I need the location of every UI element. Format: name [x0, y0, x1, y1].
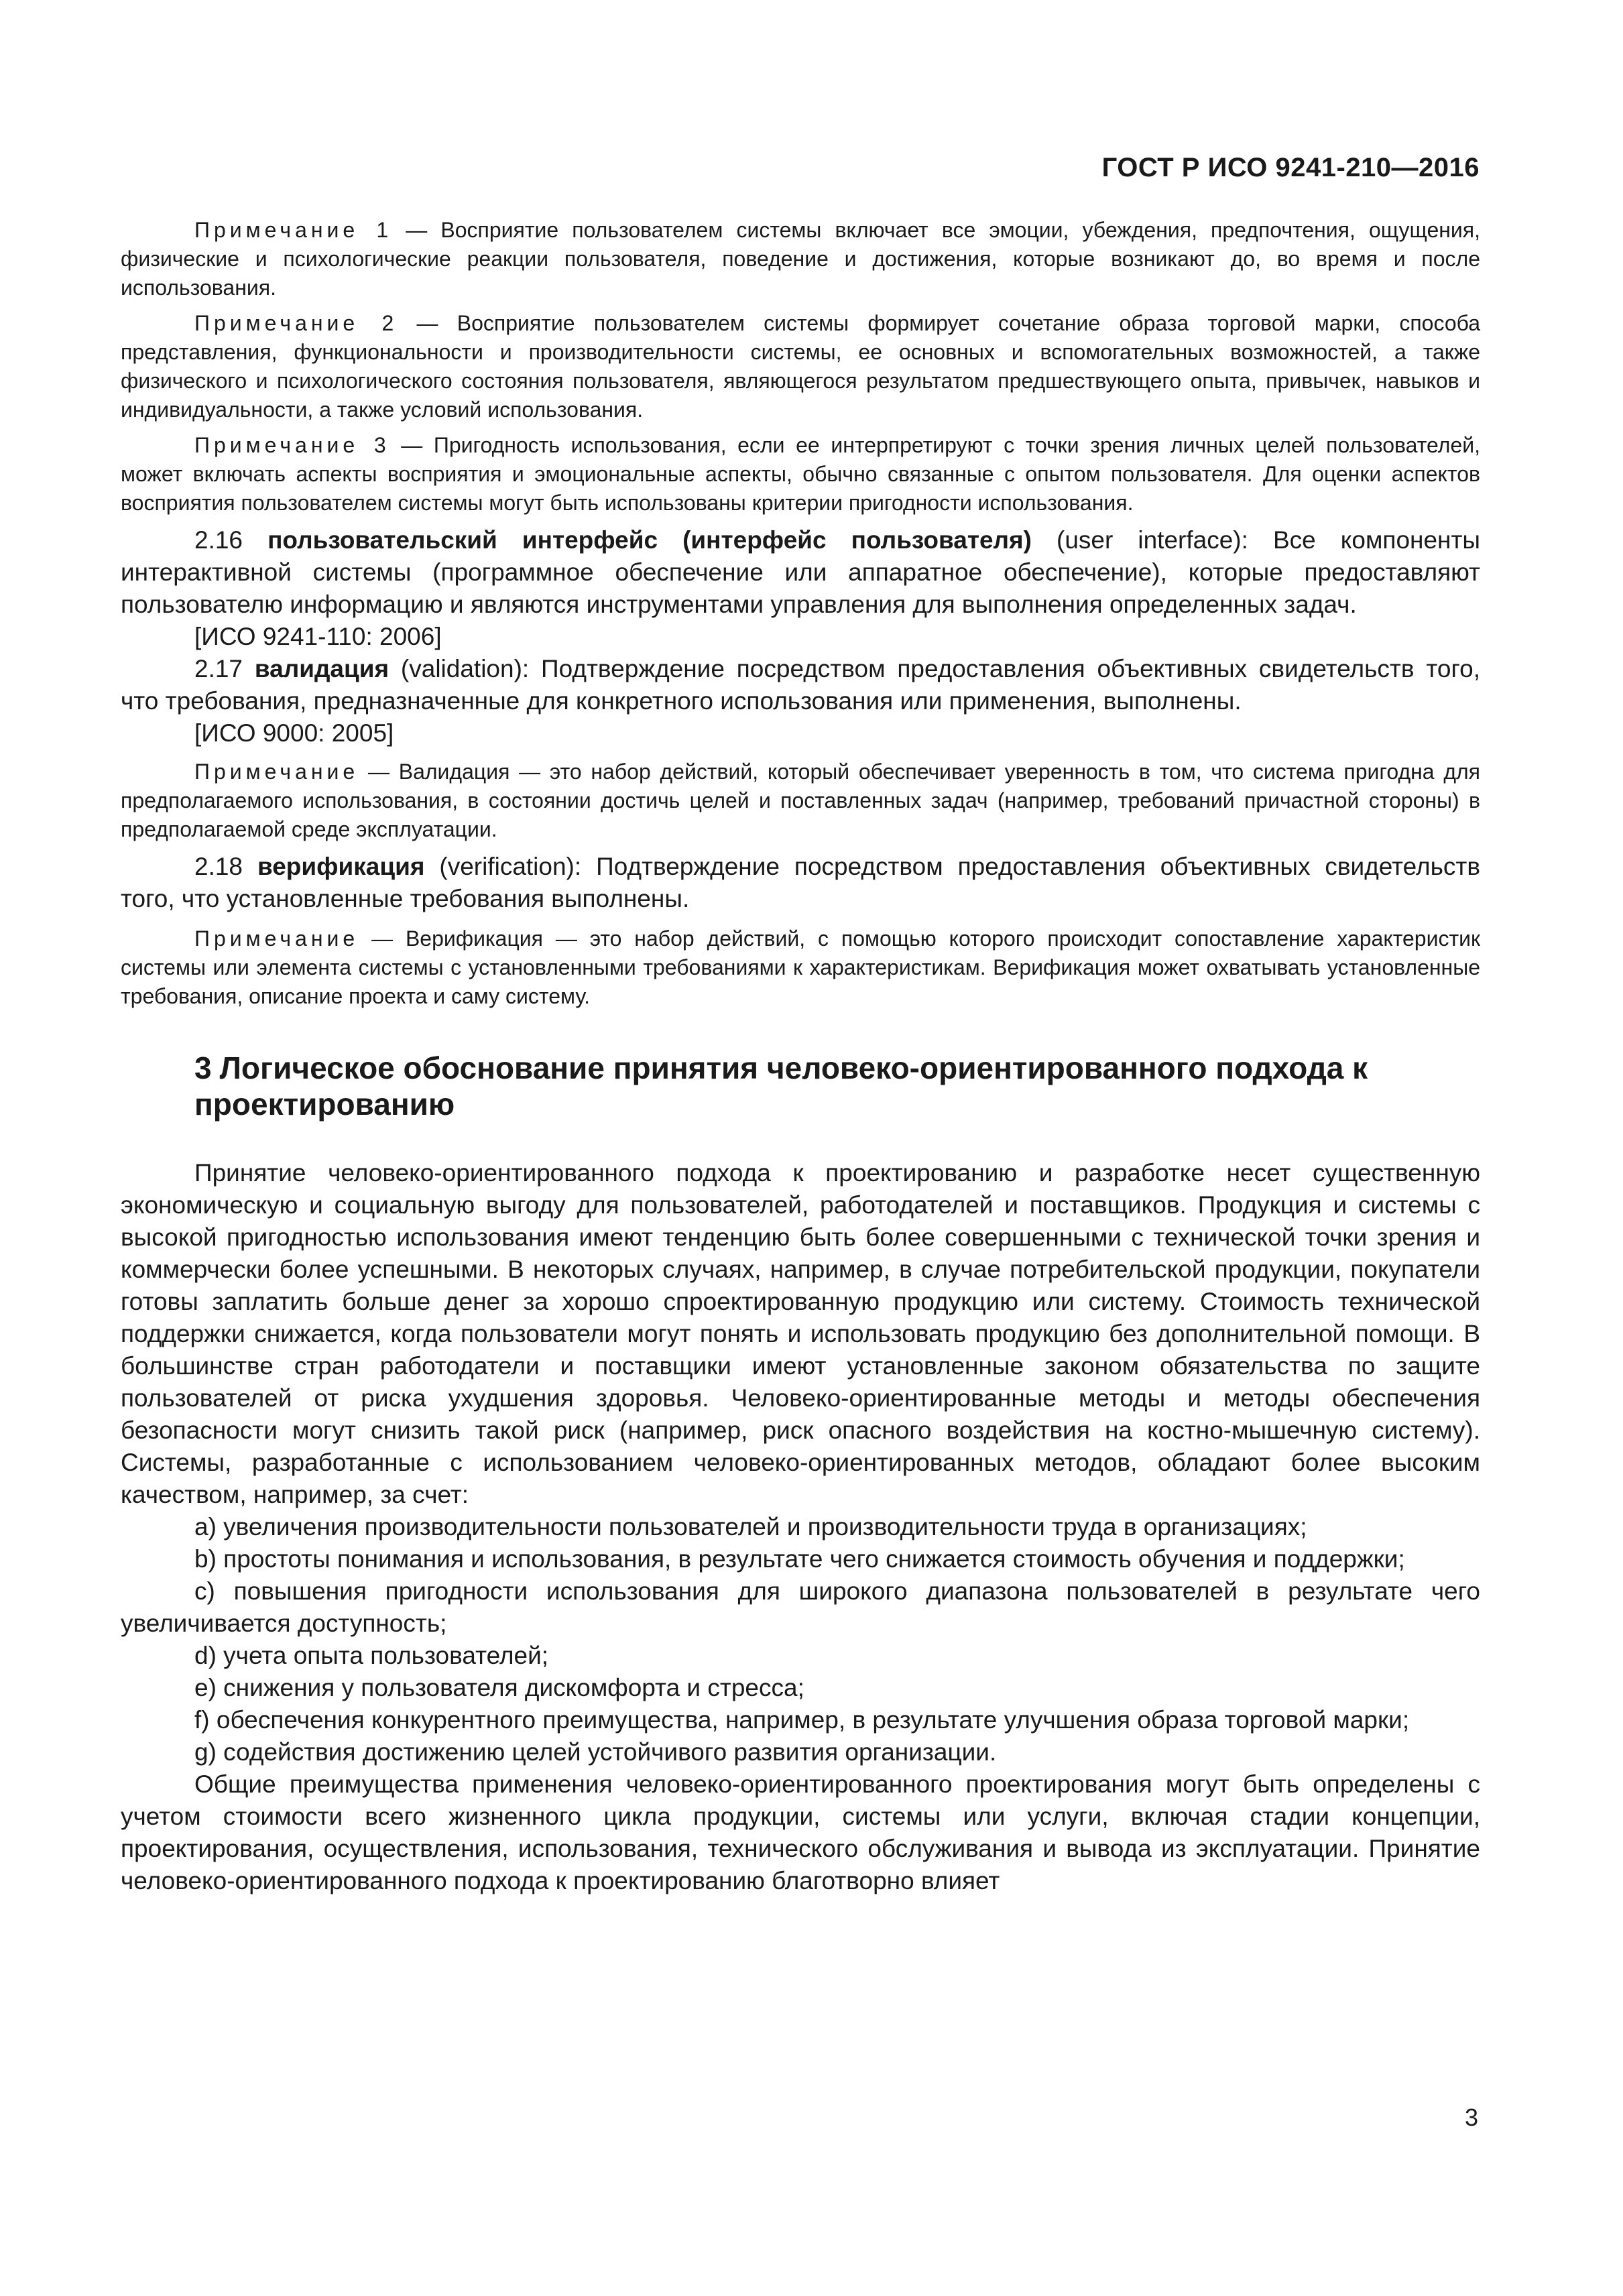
term-2-16 [121, 524, 1480, 621]
term-2-17 [121, 653, 1480, 717]
term-name: верификация [257, 853, 425, 880]
term-definition: Все компоненты интерактивной системы (программное обеспечение или аппаратное обеспечение), которые предоставляют пользователю информацию и являются инструментами управления для выполнения определенных задач. [121, 526, 1480, 618]
term-number: 2.16 [194, 526, 243, 554]
note-text: Верификация — это набор действий, с помощью которого происходит сопоставление характеристик системы или элемента системы с установленными требованиями к характеристикам. Верификация может охватывать установленные требования, описание проекта и саму систему. [121, 926, 1481, 1008]
note-label: Примечание 3 [194, 433, 390, 457]
section-3-closing: Общие преимущества применения человеко-ориентированного проектирования могут быть определены с учетом стоимости всего жизненного цикла продукции, системы или услуги, включая стадии концепции, проектирования, осуществления, использования, технического обслуживания и вывода из эксплуатации. Принятие человеко-ориентированного подхода к проектированию благотворно влияет [121, 1770, 1480, 1894]
note-label: Примечание 1 [194, 218, 393, 242]
list-item-b: b) простоты понимания и использования, в результате чего снижается стоимость обучения и поддержки; [194, 1545, 1405, 1573]
term-english: (verification): [424, 853, 597, 880]
list-item-f: f) обеспечения конкурентного преимущества, например, в результате улучшения образа торговой марки; [194, 1706, 1410, 1734]
section-3-title [194, 1050, 1480, 1122]
note-text: Восприятие пользователем системы включает все эмоции, убеждения, предпочтения, ощущения, физические и психологические реакции пользователя, поведение и достижения, которые возникают до, во время и после использования. [121, 218, 1481, 300]
list-item-g: g) содействия достижению целей устойчивого развития организации. [194, 1738, 997, 1766]
section-number: 3 [194, 1050, 212, 1085]
note-3: Примечание 3 — Пригодность использования, если ее интерпретируют с точки зрения личных целей пользователей, может включать аспекты восприятия и эмоциональные аспекты, обычно связанные с опытом пользователя. Для оценки аспектов восприятия пользователем системы могут быть использованы критерии пригодности использования. [121, 433, 1481, 515]
note-label: Примечание [194, 760, 359, 784]
document-code-header: ГОСТ Р ИСО 9241-210—2016 [1101, 153, 1480, 182]
note-text: Валидация — это набор действий, который обеспечивает уверенность в том, что система пригодна для предполагаемого использования, в состоянии достичь целей и поставленных задач (например, требований причастной стороны) в предполагаемой среде эксплуатации. [121, 760, 1481, 841]
note-text: Пригодность использования, если ее интерпретируют с точки зрения личных целей пользователей, может включать аспекты восприятия и эмоциональные аспекты, обычно связанные с опытом пользователя. Для оценки аспектов восприятия пользователем системы могут быть использованы критерии пригодности использования. [121, 433, 1481, 515]
note-verification: Примечание — Верификация — это набор действий, с помощью которого происходит сопоставление характеристик системы или элемента системы с установленными требованиями к характеристикам. Верификация может охватывать установленные требования, описание проекта и саму систему. [121, 926, 1481, 1008]
section-title-text: Логическое обоснование принятия человеко-ориентированного подхода к проектированию [194, 1050, 1368, 1122]
list-item-d: d) учета опыта пользователей; [194, 1642, 549, 1669]
term-definition: Подтверждение посредством предоставления объективных свидетельств того, что требования, предназначенные для конкретного использования или применения, выполнены. [121, 655, 1481, 715]
note-text: Восприятие пользователем системы формирует сочетание образа торговой марки, способа представления, функциональности и производительности системы, ее основных и вспомогательных возможностей, а также физического и психологического состояния пользователя, являющегося результатом предшествующего опыта, привычек, навыков и индивидуальности, а также условий использования. [121, 311, 1481, 422]
term-name: валидация [254, 655, 389, 682]
term-english: (validation): [389, 655, 542, 682]
page-number: 3 [1464, 2104, 1478, 2131]
section-3-intro: Принятие человеко-ориентированного подхода к проектированию и разработке несет существенную экономическую и социальную выгоду для пользователей, работодателей и поставщиков. Продукция и системы с высокой пригодностью использования имеют тенденцию быть более совершенными с технической точки зрения и коммерчески более успешными. В некоторых случаях, например, в случае потребительской продукции, покупатели готовы заплатить больше денег за хорошо спроектированную продукцию или систему. Стоимость технической поддержки снижается, когда пользователи могут понять и использовать продукцию без дополнительной помощи. В большинстве стран работодатели и поставщики имеют установленные законом обязательства по защите пользователей от риска ухудшения здоровья. Человеко-ориентированные методы и методы обеспечения безопасности могут снизить такой риск (например, риск опасного воздействия на костно-мышечную систему). Системы, разработанные с использованием человеко-ориентированных методов, обладают более высоким качеством, например, за счет: [121, 1159, 1480, 1508]
note-validation: Примечание — Валидация — это набор действий, который обеспечивает уверенность в том, что система пригодна для предполагаемого использования, в состоянии достичь целей и поставленных задач (например, требований причастной стороны) в предполагаемой среде эксплуатации. [121, 760, 1481, 841]
term-number: 2.17 [194, 655, 243, 682]
note-2: Примечание 2 — Восприятие пользователем системы формирует сочетание образа торговой марки, способа представления, функциональности и производительности системы, ее основных и вспомогательных возможностей, а также физического и психологического состояния пользователя, являющегося результатом предшествующего опыта, привычек, навыков и индивидуальности, а также условий использования. [121, 311, 1481, 422]
term-definition: Подтверждение посредством предоставления объективных свидетельств того, что установленные требования выполнены. [121, 853, 1480, 912]
list-item-c: c) повышения пригодности использования для широкого диапазона пользователей в результате чего увеличивается доступность; [121, 1577, 1480, 1637]
term-reference: [ИСО 9241-110: 2006] [194, 623, 442, 650]
term-number: 2.18 [194, 853, 243, 880]
list-item-a: a) увеличения производительности пользователей и производительности труда в организациях; [194, 1513, 1307, 1540]
list-item-e: e) снижения у пользователя дискомфорта и стресса; [194, 1674, 804, 1701]
term-2-18 [121, 851, 1480, 915]
term-reference: [ИСО 9000: 2005] [194, 719, 394, 747]
page-content [121, 216, 1480, 1897]
note-label: Примечание [194, 926, 359, 951]
note-label: Примечание 2 [194, 311, 398, 335]
note-1: Примечание 1 — Восприятие пользователем системы включает все эмоции, убеждения, предпочтения, ощущения, физические и психологические реакции пользователя, поведение и достижения, которые возникают до, во время и после использования. [121, 218, 1481, 300]
term-name: пользовательский интерфейс (интерфейс пользователя) [267, 526, 1032, 554]
term-english: (user interface): [1031, 526, 1273, 554]
